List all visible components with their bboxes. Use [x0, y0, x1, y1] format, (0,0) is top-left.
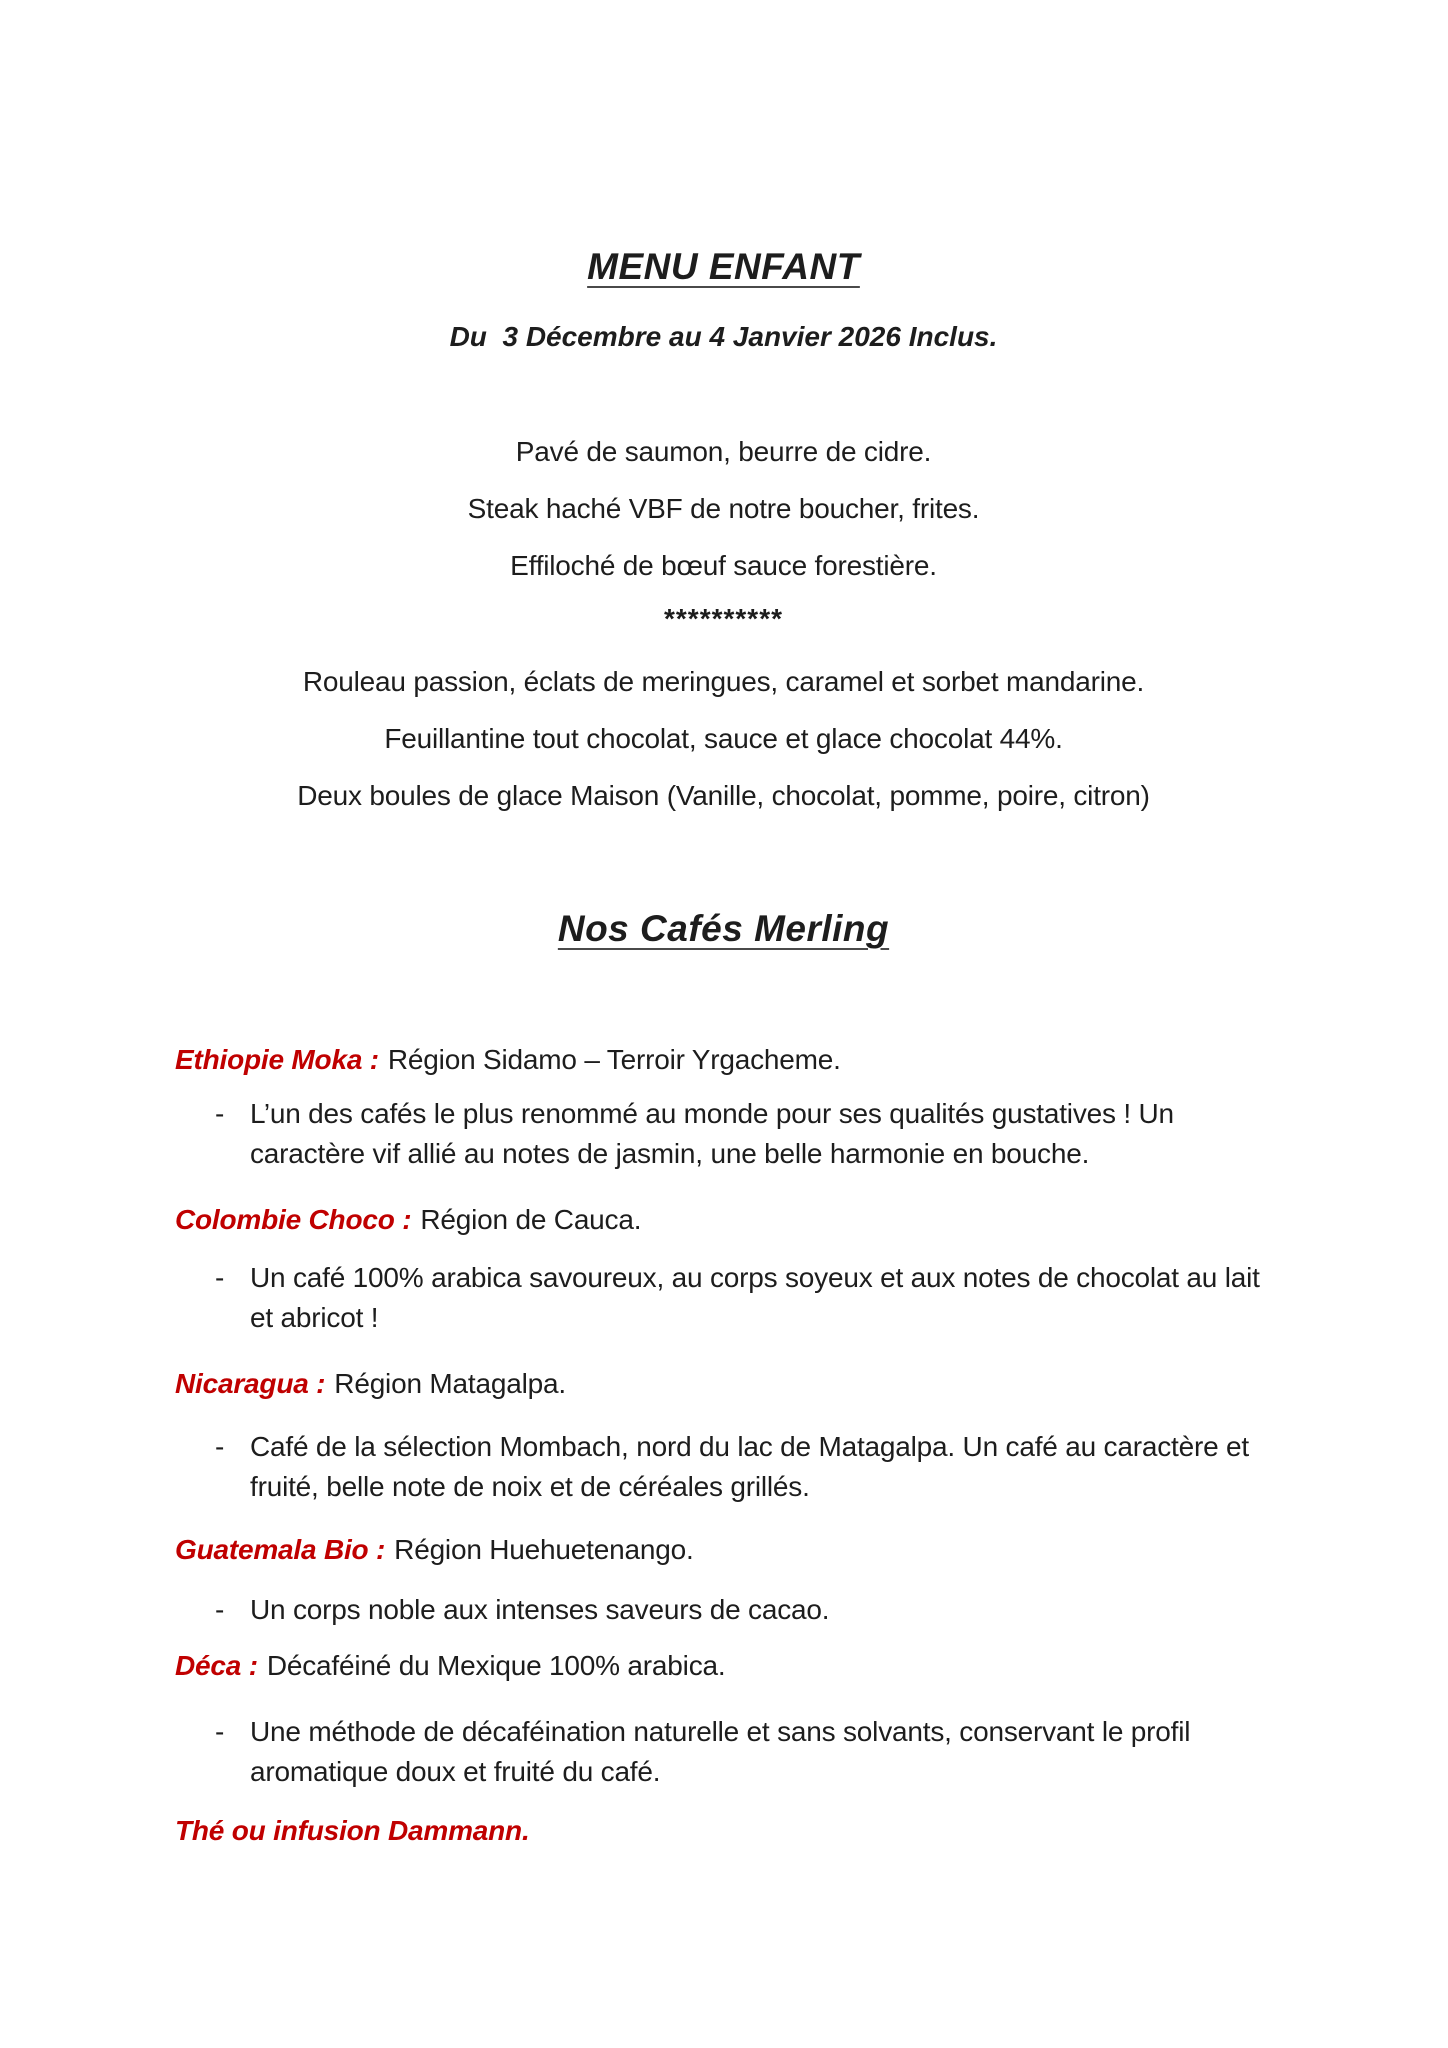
- main-dish-line: Steak haché VBF de notre boucher, frites.: [467, 493, 980, 524]
- cafe-note-item: [175, 1590, 1272, 1630]
- cafe-note-text: L’un des cafés le plus renommé au monde pour ses qualités gustatives ! Un caractère vif allié au notes de jasmin, une belle harmonie en bouche.: [250, 1098, 1174, 1169]
- stars-separator: **********: [664, 603, 783, 634]
- cafe-region: Région de Cauca.: [420, 1204, 642, 1235]
- cafe-name: Guatemala Bio :: [175, 1534, 386, 1565]
- main-dish-line: Effiloché de bœuf sauce forestière.: [510, 550, 937, 581]
- cafe-note-text: Une méthode de décaféination naturelle et sans solvants, conservant le profil aromatique doux et fruité du café.: [250, 1716, 1191, 1787]
- cafe-heading-ethiopie: [175, 1040, 1272, 1080]
- bullet-dash: -: [215, 1262, 225, 1293]
- cafe-heading-colombie: [175, 1200, 1272, 1240]
- cafes-section-heading: Nos Cafés Merling: [557, 908, 890, 949]
- bullet-dash: -: [215, 1098, 225, 1129]
- cafe-name: Nicaragua :: [175, 1368, 326, 1399]
- cafe-note-item: [175, 1712, 1272, 1792]
- dessert-line: Feuillantine tout chocolat, sauce et glace chocolat 44%.: [384, 723, 1063, 754]
- cafe-region: Région Huehuetenango.: [394, 1534, 694, 1565]
- main-dish-line: Pavé de saumon, beurre de cidre.: [515, 436, 932, 467]
- menu-date-range: Du 3 Décembre au 4 Janvier 2026 Inclus.: [449, 321, 998, 352]
- menu-title: MENU ENFANT: [587, 246, 860, 287]
- dessert-line: Rouleau passion, éclats de meringues, caramel et sorbet mandarine.: [302, 666, 1145, 697]
- cafe-note-text: Café de la sélection Mombach, nord du lac de Matagalpa. Un café au caractère et fruité, belle note de noix et de céréales grillés.: [250, 1431, 1250, 1502]
- cafe-note-text: Un café 100% arabica savoureux, au corps soyeux et aux notes de chocolat au lait et abricot !: [250, 1262, 1260, 1333]
- cafe-note-text: Un corps noble aux intenses saveurs de cacao.: [250, 1594, 830, 1625]
- bullet-dash: -: [215, 1716, 225, 1747]
- cafe-region: Décaféiné du Mexique 100% arabica.: [266, 1650, 726, 1681]
- tea-infusion-note: Thé ou infusion Dammann.: [175, 1815, 530, 1846]
- bullet-dash: -: [215, 1431, 225, 1462]
- cafe-note-item: [175, 1258, 1272, 1338]
- cafe-heading-nicaragua: [175, 1364, 1272, 1404]
- cafe-note-item: [175, 1094, 1272, 1174]
- cafe-name: Déca :: [175, 1650, 258, 1681]
- dessert-line: Deux boules de glace Maison (Vanille, chocolat, pomme, poire, citron): [297, 780, 1150, 811]
- cafe-name: Ethiopie Moka :: [175, 1044, 379, 1075]
- cafe-heading-deca: [175, 1646, 1272, 1686]
- bullet-dash: -: [215, 1594, 225, 1625]
- cafe-region: Région Matagalpa.: [334, 1368, 566, 1399]
- cafe-region: Région Sidamo – Terroir Yrgacheme.: [387, 1044, 841, 1075]
- cafe-heading-guatemala: [175, 1530, 1272, 1570]
- cafe-name: Colombie Choco :: [175, 1204, 412, 1235]
- cafe-note-item: [175, 1427, 1272, 1507]
